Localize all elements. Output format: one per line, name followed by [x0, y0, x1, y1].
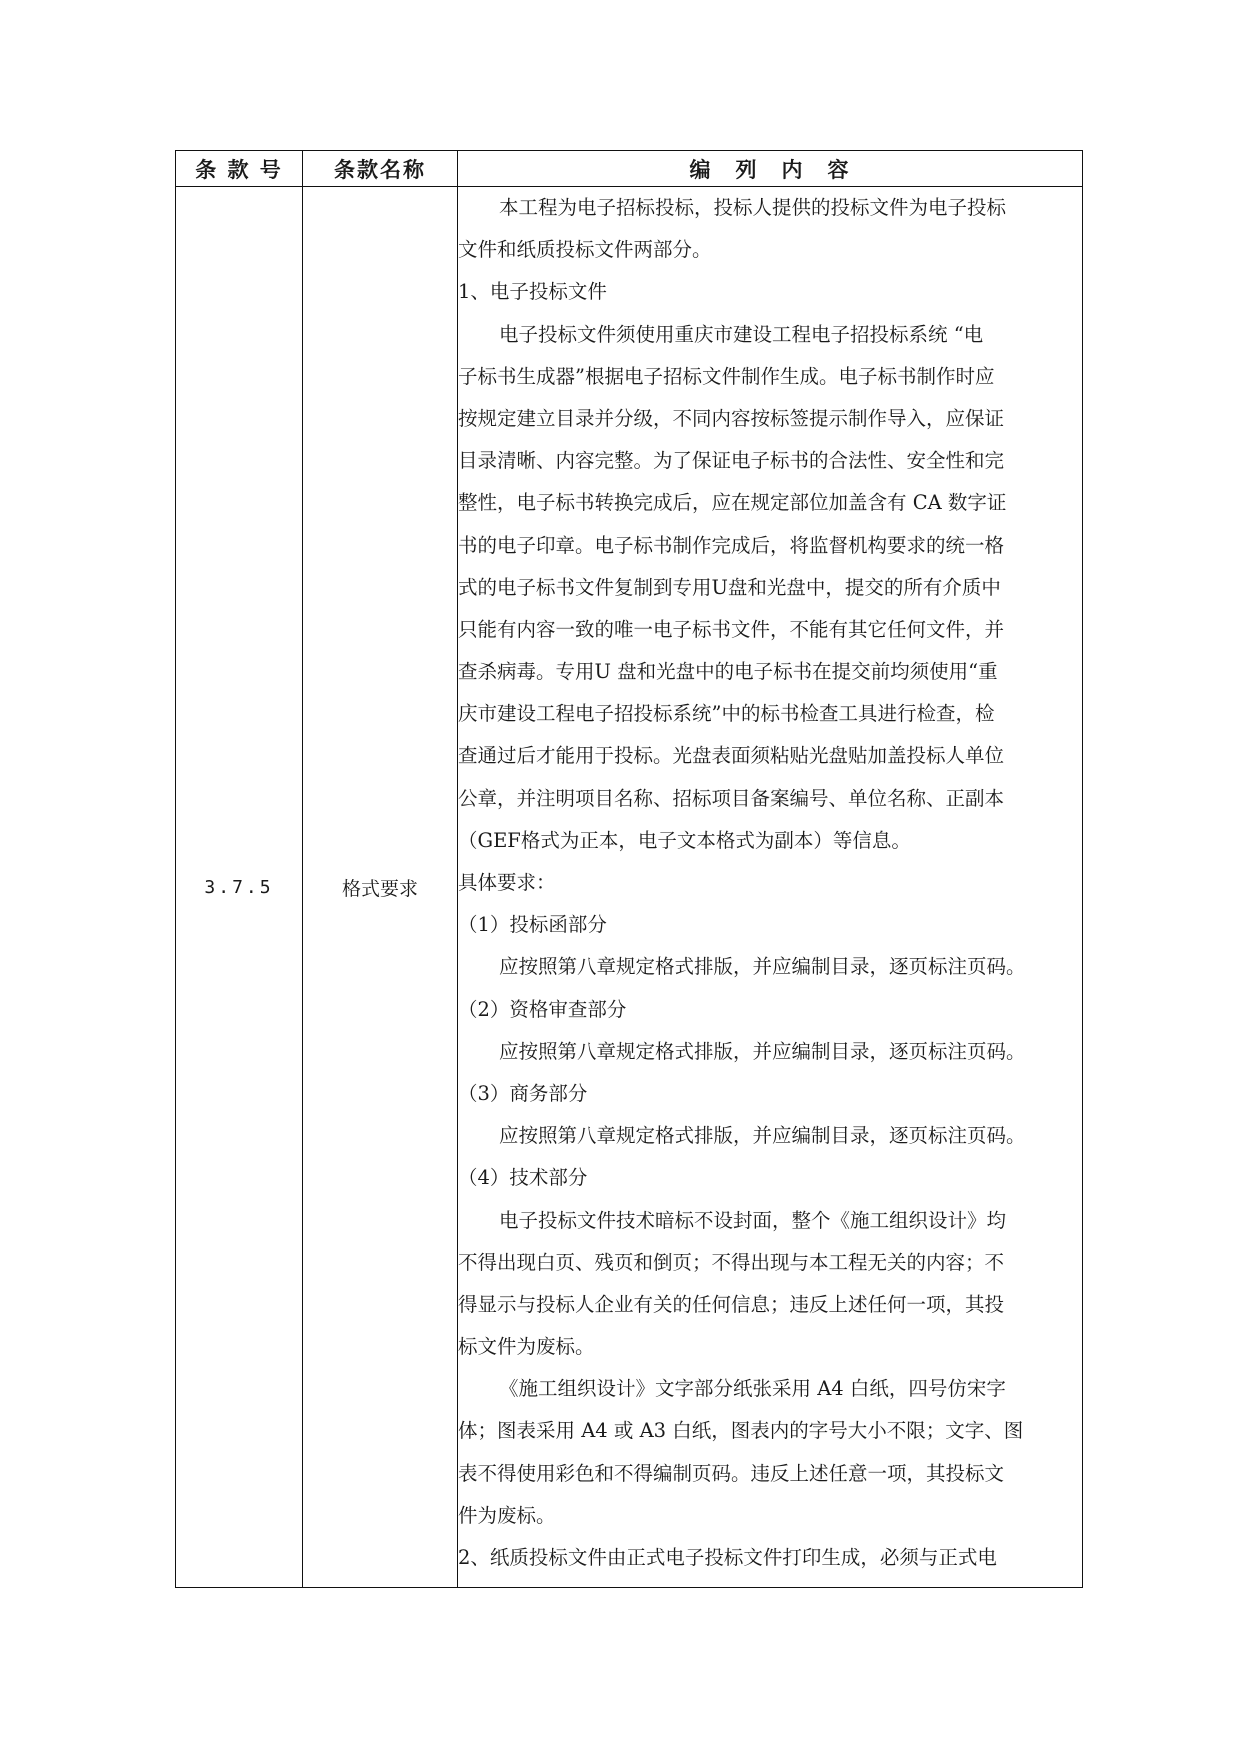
header-clause-name: 条款名称: [303, 151, 458, 187]
clause-number-cell: 3.7.5: [176, 187, 303, 1588]
content-line: 文件和纸质投标文件两部分。: [458, 238, 712, 262]
content-line: （GEF格式为正本，电子文本格式为副本）等信息。: [458, 828, 911, 852]
content-line: （2）资格审查部分: [458, 997, 627, 1021]
content-line: 查杀病毒。专用U 盘和光盘中的电子标书在提交前均须使用“重: [458, 660, 998, 684]
content-line: 表不得使用彩色和不得编制页码。违反上述任意一项，其投标文: [458, 1461, 1005, 1485]
content-line: 不得出现白页、残页和倒页；不得出现与本工程无关的内容；不: [458, 1250, 1005, 1274]
content-line: 式的电子标书文件复制到专用U盘和光盘中，提交的所有介质中: [458, 575, 1001, 599]
table-row: [176, 187, 1083, 1588]
content-line: 2、纸质投标文件由正式电子投标文件打印生成，必须与正式电: [458, 1546, 997, 1569]
content-line: 件为废标。: [458, 1503, 556, 1527]
content-line: （4）技术部分: [458, 1166, 588, 1190]
content-line: 体；图表采用 A4 或 A3 白纸，图表内的字号大小不限；文字、图: [458, 1419, 1024, 1443]
header-content: 编 列 内 容: [458, 151, 1083, 187]
content-line: 书的电子印章。电子标书制作完成后，将监督机构要求的统一格: [458, 533, 1005, 557]
content-line: （3）商务部分: [458, 1081, 588, 1105]
content-lines: [458, 187, 1082, 1579]
content-line: 按规定建立目录并分级，不同内容按标签提示制作导入，应保证: [458, 406, 1005, 430]
content-line: 公章，并注明项目名称、招标项目备案编号、单位名称、正副本: [458, 786, 1005, 810]
content-line: 只能有内容一致的唯一电子标书文件，不能有其它任何文件，并: [458, 617, 1005, 641]
clause-table: [175, 150, 1083, 1588]
header-clause-no: 条 款 号: [176, 151, 303, 187]
clause-name-cell: 格式要求: [303, 187, 458, 1588]
content-line: 电子投标文件技术暗标不设封面，整个《施工组织设计》均: [499, 1208, 1007, 1232]
content-line: 目录清晰、内容完整。为了保证电子标书的合法性、安全性和完: [458, 449, 1005, 473]
content-line: 查通过后才能用于投标。光盘表面须粘贴光盘贴加盖投标人单位: [458, 744, 1005, 768]
content-line: 庆市建设工程电子招投标系统”中的标书检查工具进行检查，检: [458, 702, 995, 726]
content-line: 得显示与投标人企业有关的任何信息；违反上述任何一项，其投: [458, 1292, 1005, 1316]
content-line: 整性，电子标书转换完成后，应在规定部位加盖含有 CA 数字证: [458, 491, 1007, 515]
content-line: 标文件为废标。: [458, 1335, 595, 1359]
content-line: （1）投标函部分: [458, 913, 607, 937]
content-line: 本工程为电子招标投标，投标人提供的投标文件为电子投标: [499, 196, 1007, 219]
content-line: 1、电子投标文件: [458, 280, 607, 304]
table-header-row: [176, 151, 1083, 187]
content-line: 具体要求：: [458, 871, 556, 894]
document-page: [175, 150, 1082, 1588]
clause-content-cell: [458, 187, 1083, 1588]
content-line: 应按照第八章规定格式排版，并应编制目录，逐页标注页码。: [499, 955, 1026, 979]
content-line: 电子投标文件须使用重庆市建设工程电子招投标系统 “电: [499, 322, 984, 346]
content-line: 应按照第八章规定格式排版，并应编制目录，逐页标注页码。: [499, 1039, 1026, 1063]
content-line: 《施工组织设计》文字部分纸张采用 A4 白纸，四号仿宋字: [499, 1377, 1006, 1401]
content-line: 子标书生成器”根据电子招标文件制作生成。电子标书制作时应: [458, 364, 995, 388]
content-line: 应按照第八章规定格式排版，并应编制目录，逐页标注页码。: [499, 1124, 1026, 1148]
